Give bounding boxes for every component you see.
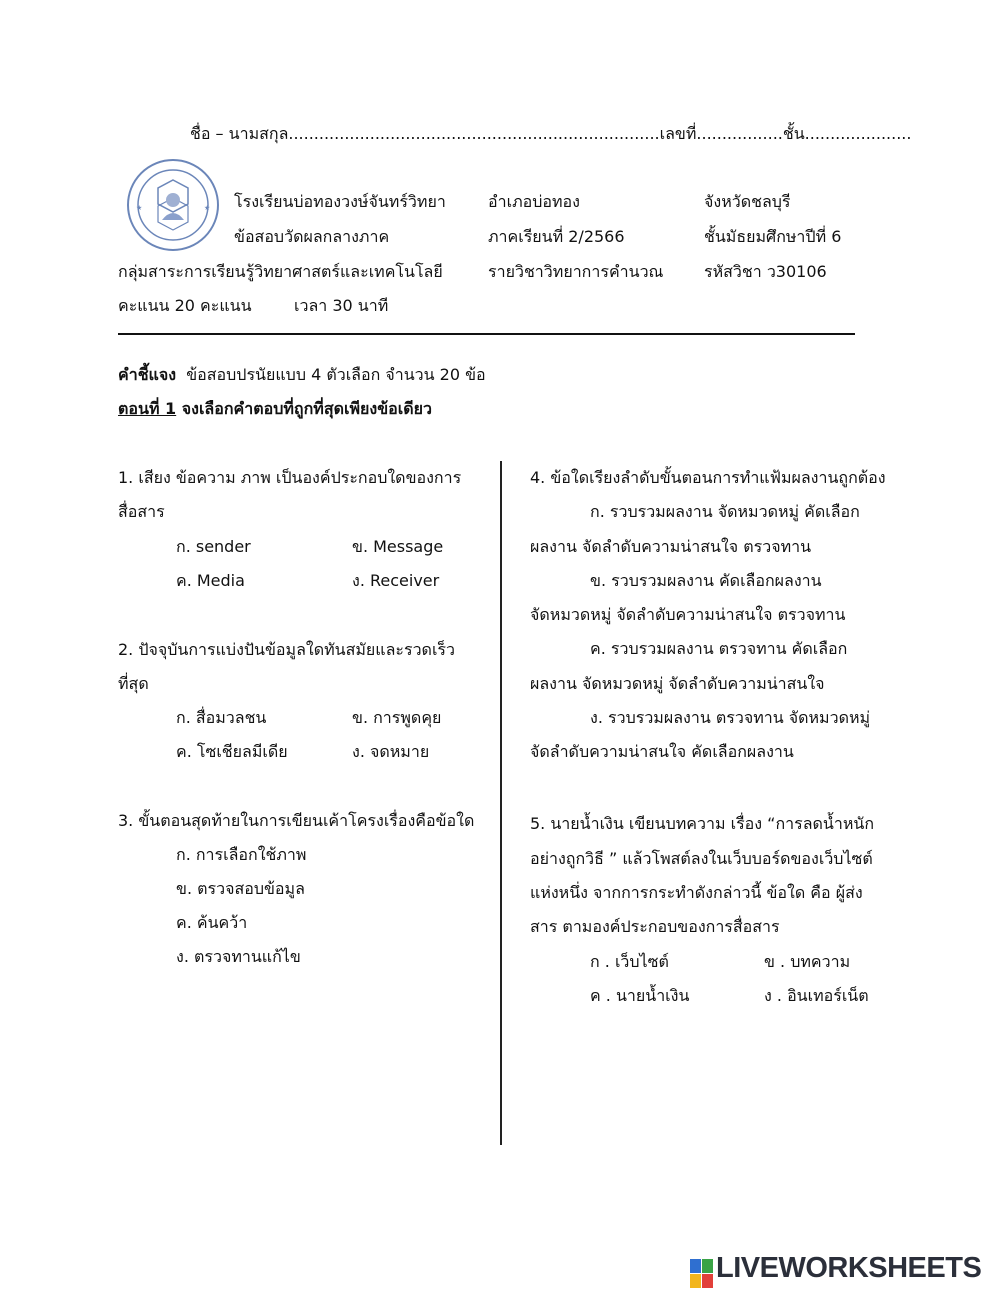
q5-text-line2: อย่างถูกวิธี ” แล้วโพสต์ลงในเว็บบอร์ดของเว็บไซต์ xyxy=(530,849,873,868)
header-divider xyxy=(118,333,855,335)
q5-text-line4: สาร ตามองค์ประกอบของการสื่อสาร xyxy=(530,917,780,936)
grade: ชั้นมัธยมศึกษาปีที่ 6 xyxy=(704,227,842,246)
subject: รายวิชาวิทยาการคำนวณ xyxy=(488,262,664,281)
q5-text-line1: 5. นายน้ำเงิน เขียนบทความ เรื่อง “การลดน้ำหนัก xyxy=(530,814,875,833)
liveworksheets-logo-icon xyxy=(690,1259,714,1289)
q3-text: 3. ขั้นตอนสุดท้ายในการเขียนเค้าโครงเรื่องคือข้อใด xyxy=(118,811,475,830)
part-label: ตอนที่ 1 xyxy=(118,399,177,418)
instructions-text: ข้อสอบปรนัยแบบ 4 ตัวเลือก จำนวน 20 ข้อ xyxy=(186,365,486,384)
q1-option-c[interactable]: ค. Media xyxy=(176,571,245,590)
q4-option-a-line1[interactable]: ก. รวบรวมผลงาน จัดหมวดหมู่ คัดเลือก xyxy=(590,502,860,521)
q2-option-b[interactable]: ข. การพูดคุย xyxy=(352,708,442,727)
part-heading xyxy=(118,399,432,418)
q4-option-d-line2[interactable]: จัดลำดับความน่าสนใจ คัดเลือกผลงาน xyxy=(530,742,794,761)
q3-option-b[interactable]: ข. ตรวจสอบข้อมูล xyxy=(176,879,305,898)
q2-option-c[interactable]: ค. โซเชียลมีเดีย xyxy=(176,742,288,761)
exam-type: ข้อสอบวัดผลกลางภาค xyxy=(234,227,390,246)
q4-option-c-line2[interactable]: ผลงาน จัดหมวดหมู่ จัดลำดับความน่าสนใจ xyxy=(530,674,825,693)
q5-option-a[interactable]: ก . เว็บไซต์ xyxy=(590,952,669,971)
q2-option-d[interactable]: ง. จดหมาย xyxy=(352,742,430,761)
q1-text-line1: 1. เสียง ข้อความ ภาพ เป็นองค์ประกอบใดของการ xyxy=(118,468,462,487)
time: เวลา 30 นาที xyxy=(294,296,389,315)
q4-option-a-line2[interactable]: ผลงาน จัดลำดับความน่าสนใจ ตรวจทาน xyxy=(530,537,812,556)
q4-option-b-line2[interactable]: จัดหมวดหมู่ จัดลำดับความน่าสนใจ ตรวจทาน xyxy=(530,605,846,624)
q3-option-d[interactable]: ง. ตรวจทานแก้ไข xyxy=(176,947,301,966)
province: จังหวัดชลบุรี xyxy=(704,192,791,211)
q3-option-c[interactable]: ค. ค้นคว้า xyxy=(176,913,248,932)
score: คะแนน 20 คะแนน xyxy=(118,296,252,315)
q5-option-d[interactable]: ง . อินเทอร์เน็ต xyxy=(764,986,869,1005)
svg-text:★: ★ xyxy=(204,204,211,212)
school-seal-icon xyxy=(126,158,220,252)
q4-text: 4. ข้อใดเรียงลำดับขั้นตอนการทำแฟ้มผลงานถูกต้อง xyxy=(530,468,886,487)
department: กลุ่มสาระการเรียนรู้วิทยาศาสตร์และเทคโนโลยี xyxy=(118,262,443,281)
part-text: จงเลือกคำตอบที่ถูกที่สุดเพียงข้อเดียว xyxy=(181,399,432,418)
q5-option-b[interactable]: ข . บทความ xyxy=(764,952,851,971)
instructions xyxy=(118,365,486,384)
q4-option-c-line1[interactable]: ค. รวบรวมผลงาน ตรวจทาน คัดเลือก xyxy=(590,639,848,658)
school-name: โรงเรียนบ่อทองวงษ์จันทร์วิทยา xyxy=(234,192,446,211)
q2-text-line2: ที่สุด xyxy=(118,674,149,693)
q1-option-b[interactable]: ข. Message xyxy=(352,537,444,556)
q5-option-c[interactable]: ค . นายน้ำเงิน xyxy=(590,986,690,1005)
brand-text: LIVEWORKSHEETS xyxy=(716,1252,982,1284)
q2-text-line1: 2. ปัจจุบันการแบ่งปันข้อมูลใดทันสมัยและรวดเร็ว xyxy=(118,640,455,659)
district: อำเภอบ่อทอง xyxy=(488,192,580,211)
q4-option-d-line1[interactable]: ง. รวบรวมผลงาน ตรวจทาน จัดหมวดหมู่ xyxy=(590,708,871,727)
liveworksheets-logo[interactable] xyxy=(690,1250,990,1290)
column-divider xyxy=(500,461,502,1145)
q1-option-a[interactable]: ก. sender xyxy=(176,537,251,556)
q4-option-b-line1[interactable]: ข. รวบรวมผลงาน คัดเลือกผลงาน xyxy=(590,571,822,590)
q1-text-line2: สื่อสาร xyxy=(118,502,165,521)
q2-option-a[interactable]: ก. สื่อมวลชน xyxy=(176,708,267,727)
subject-code: รหัสวิชา ว30106 xyxy=(704,262,827,281)
q5-text-line3: แห่งหนึ่ง จากการกระทำดังกล่าวนี้ ข้อใด คือ ผู้ส่ง xyxy=(530,883,863,902)
svg-text:★: ★ xyxy=(136,204,143,212)
name-line: ชื่อ – นามสกุล.........................................................................เลขที่.................ชั้น..................... xyxy=(190,124,912,143)
q1-option-d[interactable]: ง. Receiver xyxy=(352,571,440,590)
instructions-label: คำชี้แจง xyxy=(118,365,177,384)
semester: ภาคเรียนที่ 2/2566 xyxy=(488,227,625,246)
q3-option-a[interactable]: ก. การเลือกใช้ภาพ xyxy=(176,845,307,864)
